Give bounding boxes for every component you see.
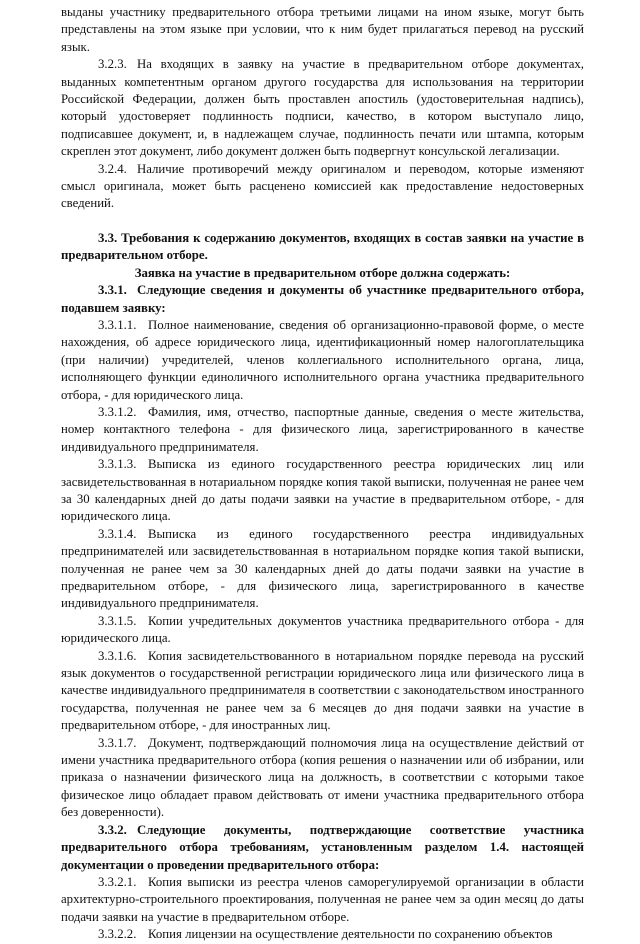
paragraph-text: Копии учредительных документов участника предварительного отбора - для юридического лица. xyxy=(61,613,584,646)
paragraph-text: Следующие документы, подтверждающие соответствие участника предварительного отбора требованиям, установленным разделом 1.4. настоящей документации о проведении предварительного отбора: xyxy=(61,822,584,872)
paragraph-3-3-2-2 xyxy=(61,926,584,943)
paragraph-3-2-4 xyxy=(61,161,584,213)
paragraph-text: Копия засвидетельствованного в нотариальном порядке перевода на русский язык документов о государственной регистрации юридического лица или физического лица в качестве индивидуального предпринимателя в соответствии с законодательством иностранного государства, полученная не ранее чем за 6 месяцев до дня подачи заявки на участие в предварительном отборе, - для иностранных лиц. xyxy=(61,648,584,733)
heading-text: Заявка на участие в предварительном отборе должна содержать: xyxy=(134,265,511,280)
section-heading-3-3 xyxy=(61,230,584,265)
heading-text: 3.3. Требования к содержанию документов, входящих в состав заявки на участие в предварительном отборе. xyxy=(61,230,584,263)
paragraph-3-3-1 xyxy=(61,282,584,317)
paragraph-number: 3.3.1.7. xyxy=(98,735,137,750)
paragraph-text: Выписка из единого государственного реестра юридических лиц или засвидетельствованная в нотариальном порядке копия такой выписки, полученная не ранее чем за 30 календарных дней до даты подачи заявки на участие в предварительном отборе, - для юридического лица. xyxy=(61,457,584,524)
paragraph-text: выданы участнику предварительного отбора третьими лицами на ином языке, могут быть представлены на этом языке при условии, что к ним будет прилагаться перевод на русский язык. xyxy=(61,5,584,54)
paragraph-text: Полное наименование, сведения об организационно-правовой форме, о месте нахождения, об адресе юридического лица, идентификационный номер налогоплательщика (при наличии) учредителей, членов коллегиального исполнительного органа, лица, исполняющего функции единоличного исполнительного органа участника предварительного отбора, - для юридического лица. xyxy=(61,317,584,402)
paragraph-number: 3.3.1. xyxy=(98,283,127,298)
paragraph-text: Выписка из единого государственного реестра индивидуальных предпринимателей или засвидетельствованная в нотариальном порядке копия такой выписки, полученная не ранее чем за 30 календарных дней до даты подачи заявки на участие в предварительном отборе, - для физического лица, зарегистрированного в качестве индивидуального предпринимателя. xyxy=(61,526,584,611)
paragraph-number: 3.3.2.1. xyxy=(98,874,137,889)
paragraph-number: 3.3.1.1. xyxy=(98,317,137,332)
paragraph-3-2-3 xyxy=(61,56,584,160)
paragraph-text: Документ, подтверждающий полномочия лица на осуществление действий от имени участника предварительного отбора (копия решения о назначении или об избрании, или приказа о назначении физического лица на должность, в соответствии с которыми такое физическое лицо обладает правом действовать от имени участника предварительного отбора без доверенности). xyxy=(61,735,584,820)
paragraph-number: 3.3.1.3. xyxy=(98,457,137,472)
paragraph-3-3-1-3 xyxy=(61,456,584,526)
paragraph-3-3-1-1 xyxy=(61,317,584,404)
paragraph-number: 3.3.1.6. xyxy=(98,648,137,663)
paragraph-text: Фамилия, имя, отчество, паспортные данные, сведения о месте жительства, номер контактного телефона - для физического лица, зарегистрированного в качестве индивидуального предпринимателя. xyxy=(61,404,584,454)
paragraph-number: 3.2.4. xyxy=(98,161,127,176)
paragraph-text: Копия выписки из реестра членов саморегулируемой организации в области архитектурно-строительного проектирования, полученная не ранее чем за один месяц до даты подачи заявки на участие в предварительном отборе. xyxy=(61,874,584,924)
paragraph-3-3-1-5 xyxy=(61,613,584,648)
paragraph-number: 3.3.1.4. xyxy=(98,526,137,541)
paragraph-text: На входящих в заявку на участие в предварительном отборе документах, выданных компетентным органом другого государства для использования на территории Российской Федерации, должен быть проставлен апостиль (удостоверительная надпись), который удостоверяет подлинность подписи, качество, в котором выступало лицо, подписавшее документ, и, в надлежащем случае, подлинность печати или штампа, которым скреплен этот документ, либо документ должен быть подвергнут консульской легализации. xyxy=(61,57,584,159)
paragraph-3-3-1-7 xyxy=(61,735,584,822)
paragraph-number: 3.3.1.5. xyxy=(98,613,137,628)
paragraph-3-3-1-6 xyxy=(61,648,584,735)
paragraph-number: 3.3.2. xyxy=(98,822,127,837)
paragraph-number: 3.3.1.2. xyxy=(98,404,137,419)
paragraph-text: Следующие сведения и документы об участнике предварительного отбора, подавшем заявку: xyxy=(61,283,584,315)
paragraph-3-3-1-2 xyxy=(61,404,584,456)
paragraph-text: Копия лицензии на осуществление деятельности по сохранению объектов xyxy=(148,927,553,942)
paragraph-number: 3.3.2.2. xyxy=(98,927,137,942)
paragraph-text: Наличие противоречий между оригиналом и переводом, которые изменяют смысл оригинала, может быть расценено комиссией как предоставление недостоверных сведений. xyxy=(61,161,584,211)
paragraph-3-3-2-1 xyxy=(61,874,584,926)
paragraph-3-3-1-4 xyxy=(61,526,584,613)
paragraph-3-3-2 xyxy=(61,822,584,874)
paragraph-number: 3.2.3. xyxy=(98,57,127,72)
paragraph-3-2-2-continuation xyxy=(61,4,584,56)
subheading-application-content xyxy=(61,265,584,282)
spacer xyxy=(61,213,584,230)
